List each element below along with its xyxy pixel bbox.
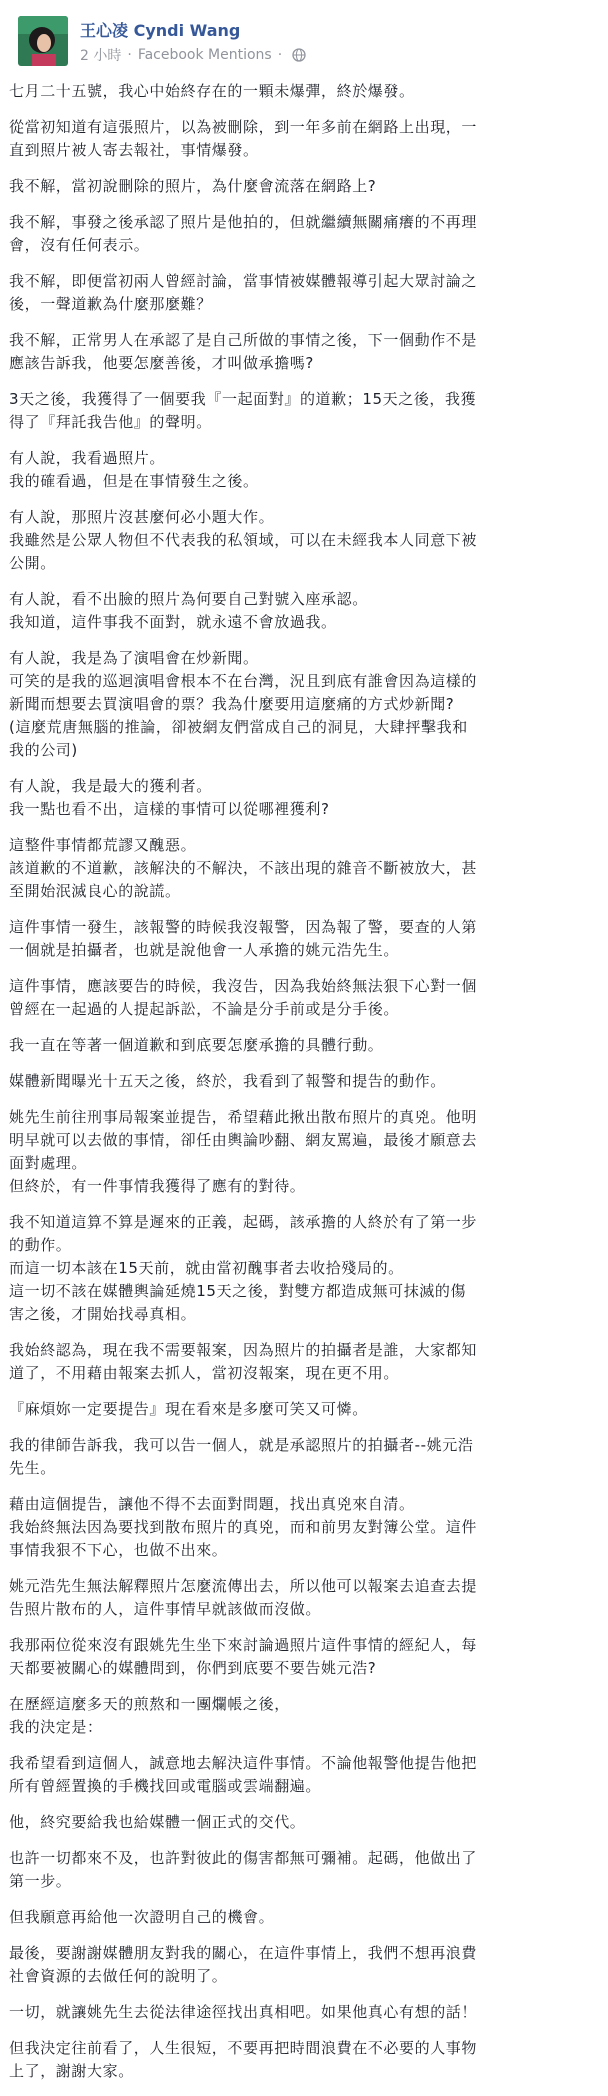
post-text-line: 有人說，那照片沒甚麼何必小題大作。: [9, 508, 275, 526]
post-body: [9, 80, 599, 2096]
post-text-line: 我希望看到這個人，誠意地去解決這件事情。不論他報警他提告他把: [9, 1754, 478, 1772]
post-text-line: 害之後，才開始找尋真相。: [9, 1305, 197, 1323]
post-text-line: 面對處理。: [9, 1154, 88, 1172]
post-text-line: 上了，謝謝大家。: [9, 2062, 134, 2080]
post-meta: [80, 45, 306, 65]
post-text-line: 但終於，有一件事情我獲得了應有的對待。: [9, 1177, 306, 1195]
post-text-line: 我不解，事發之後承認了照片是他拍的，但就繼續無關痛癢的不再理: [9, 213, 478, 231]
post-text-line: 所有曾經置換的手機找回或電腦或雲端翻遍。: [9, 1777, 322, 1795]
post-text-line: 在歷經這麼多天的煎熬和一團爛帳之後，: [9, 1695, 290, 1713]
post-text-line: 姚先生前往刑事局報案並提告，希望藉此揪出散布照片的真兇。他明: [9, 1108, 478, 1126]
post-paragraph: [9, 270, 599, 316]
post-paragraph: [9, 647, 599, 762]
post-text-line: 一切，就讓姚先生去從法律途徑找出真相吧。如果他真心有想的話！: [9, 2003, 478, 2021]
post-text-line: 先生。: [9, 1459, 56, 1477]
post-text-line: 我始終無法因為要找到散布照片的真兇，而和前男友對簿公堂。這件: [9, 1518, 478, 1536]
post-text-line: 社會資源的去做任何的說明了。: [9, 1967, 228, 1985]
post-paragraph: [9, 1034, 599, 1057]
post-paragraph: [9, 975, 599, 1021]
post-text-line: 藉由這個提告，讓他不得不去面對問題，找出真兇來自清。: [9, 1495, 415, 1513]
post-paragraph: [9, 1106, 599, 1198]
post-text-line: 得了『拜託我告他』的聲明。: [9, 413, 212, 431]
post-text-line: 會，沒有任何表示。: [9, 236, 150, 254]
post-text-line: (這麼荒唐無腦的推論，卻被網友們當成自己的洞見，大肆抨擊我和: [9, 718, 468, 736]
post-text-line: 一個就是拍攝者，也就是說他會一人承擔的姚元浩先生。: [9, 941, 400, 959]
post-paragraph: [9, 506, 599, 575]
post-text-line: 我的確看過，但是在事情發生之後。: [9, 472, 259, 490]
post-text-line: 該道歉的不道歉，該解決的不解決，不該出現的雜音不斷被放大，甚: [9, 859, 478, 877]
post-paragraph: [9, 1493, 599, 1562]
meta-separator: ·: [127, 47, 132, 63]
post-paragraph: [9, 329, 599, 375]
post-text-line: 我不解，即便當初兩人曾經討論，當事情被媒體報導引起大眾討論之: [9, 272, 478, 290]
avatar[interactable]: [18, 16, 68, 66]
post-text-line: 告照片散布的人，這件事情早就該做而沒做。: [9, 1600, 322, 1618]
post-text-line: 我始終認為，現在我不需要報案，因為照片的拍攝者是誰，大家都知: [9, 1341, 478, 1359]
post-text-line: 事情我狠不下心，也做不出來。: [9, 1541, 228, 1559]
post-paragraph: [9, 1398, 599, 1421]
post-text-line: 曾經在一起過的人提起訴訟，不論是分手前或是分手後。: [9, 1000, 400, 1018]
post-text-line: 我不解，正常男人在承認了是自己所做的事情之後，下一個動作不是: [9, 331, 478, 349]
post-paragraph: [9, 447, 599, 493]
post-text-line: 七月二十五號，我心中始終存在的一顆未爆彈，終於爆發。: [9, 82, 415, 100]
post-text-line: 這件事情，應該要告的時候，我沒告，因為我始終無法狠下心對一個: [9, 977, 478, 995]
post-text-line: 我的決定是：: [9, 1718, 103, 1736]
post-text-line: 我不解，當初說刪除的照片，為什麼會流落在網路上?: [9, 177, 377, 195]
post-paragraph: [9, 1575, 599, 1621]
post-paragraph: [9, 1847, 599, 1893]
post-paragraph: [9, 1434, 599, 1480]
post-paragraph: [9, 1811, 599, 1834]
post-paragraph: [9, 1339, 599, 1385]
post-text-line: 道了，不用藉由報案去抓人，當初沒報案，現在更不用。: [9, 1364, 400, 1382]
post-paragraph: [9, 388, 599, 434]
post-text-line: 公開。: [9, 554, 56, 572]
post-text-line: 我一點也看不出，這樣的事情可以從哪裡獲利?: [9, 800, 330, 818]
post-text-line: 有人說，我看過照片。: [9, 449, 166, 467]
post-text-line: 有人說，看不出臉的照片為何要自己對號入座承認。: [9, 590, 368, 608]
post-paragraph: [9, 775, 599, 821]
post-timestamp[interactable]: 2 小時: [80, 48, 122, 64]
post-paragraph: [9, 588, 599, 634]
post-text-line: 這件事情一發生，該報警的時候我沒報警，因為報了警，要查的人第: [9, 918, 478, 936]
post-paragraph: [9, 1752, 599, 1798]
post-text-line: 我一直在等著一個道歉和到底要怎麼承擔的具體行動。: [9, 1036, 384, 1054]
post-text-line: 從當初知道有這張照片，以為被刪除，到一年多前在網路上出現，一: [9, 118, 478, 136]
post-paragraph: [9, 1070, 599, 1093]
post-paragraph: [9, 1906, 599, 1929]
post-text-line: 至開始泯滅良心的說謊。: [9, 882, 181, 900]
post-text-line: 我不知道這算不算是遲來的正義，起碼，該承擔的人終於有了第一步: [9, 1213, 478, 1231]
post-paragraph: [9, 1942, 599, 1988]
post-paragraph: [9, 211, 599, 257]
post-paragraph: [9, 1211, 599, 1326]
post-paragraph: [9, 1634, 599, 1680]
post-text-line: 新聞而想要去買演唱會的票？我為什麼要用這麼痛的方式炒新聞?: [9, 695, 455, 713]
post-text-line: 我的公司): [9, 741, 78, 759]
post-text-line: 可笑的是我的巡迴演唱會根本不在台灣，況且到底有誰會因為這樣的: [9, 672, 478, 690]
post-text-line: 也許一切都來不及，也許對彼此的傷害都無可彌補。起碼，他做出了: [9, 1849, 478, 1867]
post-text-line: 的動作。: [9, 1236, 72, 1254]
post-text-line: 第一步。: [9, 1872, 72, 1890]
post-text-line: 有人說，我是為了演唱會在炒新聞。: [9, 649, 259, 667]
globe-icon[interactable]: [292, 48, 306, 62]
post-text-line: 他，終究要給我也給媒體一個正式的交代。: [9, 1813, 306, 1831]
post-text-line: 我知道，這件事我不面對，就永遠不會放過我。: [9, 613, 337, 631]
post-paragraph: [9, 116, 599, 162]
post-paragraph: [9, 80, 599, 103]
post-text-line: 姚元浩先生無法解釋照片怎麼流傳出去，所以他可以報案去追查去提: [9, 1577, 478, 1595]
post-text-line: 但我願意再給他一次證明自己的機會。: [9, 1908, 275, 1926]
post-text-line: 這整件事情都荒謬又醜惡。: [9, 836, 197, 854]
post-paragraph: [9, 1693, 599, 1739]
post-text-line: 天都要被關心的媒體問到，你們到底要不要告姚元浩?: [9, 1659, 377, 1677]
post-text-line: 這一切不該在媒體輿論延燒15天之後，對雙方都造成無可抹滅的傷: [9, 1282, 467, 1300]
meta-separator: ·: [277, 47, 283, 63]
post-paragraph: [9, 175, 599, 198]
post-text-line: 直到照片被人寄去報社，事情爆發。: [9, 141, 259, 159]
post-paragraph: [9, 834, 599, 903]
post-text-line: 我的律師告訴我，我可以告一個人，就是承認照片的拍攝者--姚元浩: [9, 1436, 474, 1454]
post-header: [18, 14, 598, 70]
post-paragraph: [9, 2001, 599, 2024]
post-text-line: 但我決定往前看了，人生很短，不要再把時間浪費在不必要的人事物: [9, 2039, 478, 2057]
via-app-link[interactable]: Facebook Mentions: [137, 47, 272, 63]
post-text-line: 『麻煩妳一定要提告』現在看來是多麼可笑又可憐。: [9, 1400, 368, 1418]
post-text-line: 應該告訴我，他要怎麼善後，才叫做承擔嗎?: [9, 354, 314, 372]
post-paragraph: [9, 2037, 599, 2083]
post-text-line: 後，一聲道歉為什麼那麼難？: [9, 295, 212, 313]
author-name[interactable]: 王心凌 Cyndi Wang: [80, 21, 241, 40]
post-text-line: 有人說，我是最大的獲利者。: [9, 777, 212, 795]
post-text-line: 最後，要謝謝媒體朋友對我的關心，在這件事情上，我們不想再浪費: [9, 1944, 478, 1962]
post-text-line: 我那兩位從來沒有跟姚先生坐下來討論過照片這件事情的經紀人，每: [9, 1636, 478, 1654]
post-text-line: 明早就可以去做的事情，卻任由輿論吵翻、網友罵遍，最後才願意去: [9, 1131, 478, 1149]
post-text-line: 3天之後，我獲得了一個要我『一起面對』的道歉；15天之後，我獲: [9, 390, 477, 408]
post-paragraph: [9, 916, 599, 962]
post-text-line: 我雖然是公眾人物但不代表我的私領域，可以在未經我本人同意下被: [9, 531, 478, 549]
post-text-line: 而這一切本該在15天前，就由當初醜事者去收拾殘局的。: [9, 1259, 404, 1277]
post-text-line: 媒體新聞曝光十五天之後，終於，我看到了報警和提告的動作。: [9, 1072, 446, 1090]
